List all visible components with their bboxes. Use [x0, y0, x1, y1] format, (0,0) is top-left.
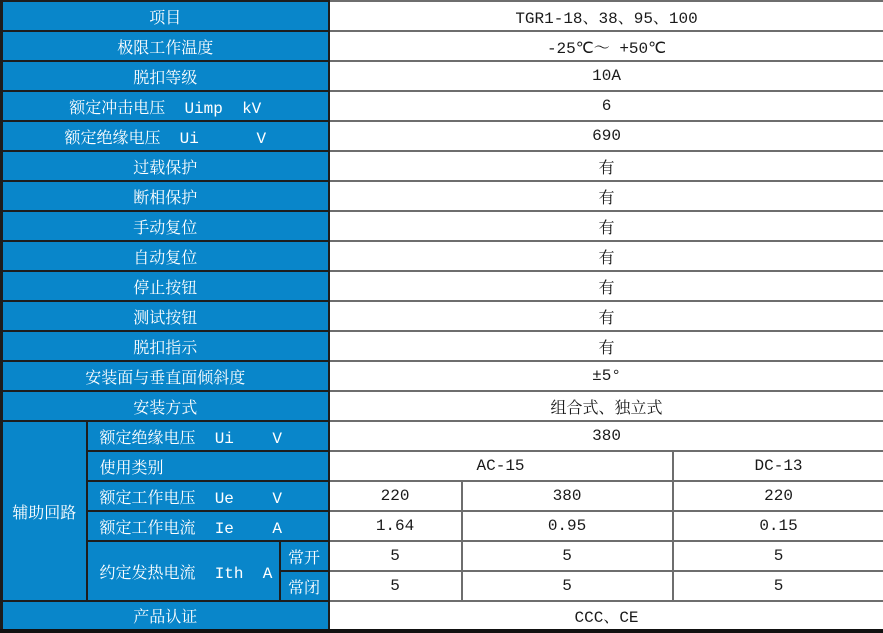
- value-stop-button: 有: [329, 271, 883, 301]
- value-auto-reset: 有: [329, 241, 883, 271]
- label-item: 项目: [2, 1, 329, 31]
- label-rated-operational-voltage: 额定工作电压 Ue V: [87, 481, 329, 511]
- row-mounting-type: [2, 391, 883, 421]
- row-auto-reset: [2, 241, 883, 271]
- value-ith-no-1: 5: [329, 541, 462, 571]
- value-temperature: -25℃～ +50℃: [329, 31, 883, 61]
- label-normally-open: 常开: [280, 541, 329, 571]
- row-stop-button: [2, 271, 883, 301]
- value-ith-nc-2: 5: [462, 571, 673, 601]
- value-test-button: 有: [329, 301, 883, 331]
- value-insulation-voltage: 690: [329, 121, 883, 151]
- label-mounting-tilt: 安装面与垂直面倾斜度: [2, 361, 329, 391]
- value-ith-nc-3: 5: [673, 571, 883, 601]
- label-mounting-type: 安装方式: [2, 391, 329, 421]
- value-phase-failure-protection: 有: [329, 181, 883, 211]
- value-trip-indication: 有: [329, 331, 883, 361]
- value-ith-nc-1: 5: [329, 571, 462, 601]
- row-manual-reset: [2, 211, 883, 241]
- row-impulse-voltage: [2, 91, 883, 121]
- row-thermal-no: [2, 541, 883, 571]
- row-certification: [2, 601, 883, 631]
- value-ie-2: 0.95: [462, 511, 673, 541]
- label-thermal-current: 约定发热电流 Ith A: [87, 541, 280, 601]
- row-aux-voltage: [2, 481, 883, 511]
- label-auxiliary-circuit-group: 辅助回路: [2, 421, 87, 601]
- value-category-dc: DC-13: [673, 451, 883, 481]
- label-auto-reset: 自动复位: [2, 241, 329, 271]
- value-mounting-tilt: ±5°: [329, 361, 883, 391]
- value-certification: CCC、CE: [329, 601, 883, 631]
- value-category-ac: AC-15: [329, 451, 673, 481]
- value-ie-3: 0.15: [673, 511, 883, 541]
- value-trip-class: 10A: [329, 61, 883, 91]
- value-overload-protection: 有: [329, 151, 883, 181]
- label-impulse-voltage: 额定冲击电压 Uimp kV: [2, 91, 329, 121]
- row-overload-protection: [2, 151, 883, 181]
- value-ie-1: 1.64: [329, 511, 462, 541]
- value-ue-1: 220: [329, 481, 462, 511]
- label-trip-class: 脱扣等级: [2, 61, 329, 91]
- value-ue-2: 380: [462, 481, 673, 511]
- label-temperature: 极限工作温度: [2, 31, 329, 61]
- label-phase-failure-protection: 断相保护: [2, 181, 329, 211]
- row-trip-indication: [2, 331, 883, 361]
- row-insulation-voltage: [2, 121, 883, 151]
- value-mounting-type: 组合式、独立式: [329, 391, 883, 421]
- row-aux-insulation: [2, 421, 883, 451]
- value-manual-reset: 有: [329, 211, 883, 241]
- row-phase-failure-protection: [2, 181, 883, 211]
- label-test-button: 测试按钮: [2, 301, 329, 331]
- label-certification: 产品认证: [2, 601, 329, 631]
- label-rated-operational-current: 额定工作电流 Ie A: [87, 511, 329, 541]
- row-trip-class: [2, 61, 883, 91]
- label-insulation-voltage: 额定绝缘电压 Ui V: [2, 121, 329, 151]
- value-item: TGR1-18、38、95、100: [329, 1, 883, 31]
- label-stop-button: 停止按钮: [2, 271, 329, 301]
- label-manual-reset: 手动复位: [2, 211, 329, 241]
- label-normally-closed: 常闭: [280, 571, 329, 601]
- value-aux-insulation-voltage: 380: [329, 421, 883, 451]
- label-trip-indication: 脱扣指示: [2, 331, 329, 361]
- value-ith-no-3: 5: [673, 541, 883, 571]
- value-ith-no-2: 5: [462, 541, 673, 571]
- row-item: [2, 1, 883, 31]
- label-overload-protection: 过载保护: [2, 151, 329, 181]
- row-aux-current: [2, 511, 883, 541]
- row-test-button: [2, 301, 883, 331]
- row-mounting-tilt: [2, 361, 883, 391]
- row-temperature: [2, 31, 883, 61]
- value-ue-3: 220: [673, 481, 883, 511]
- label-aux-insulation-voltage: 额定绝缘电压 Ui V: [87, 421, 329, 451]
- label-utilization-category: 使用类别: [87, 451, 329, 481]
- row-aux-category: [2, 451, 883, 481]
- value-impulse-voltage: 6: [329, 91, 883, 121]
